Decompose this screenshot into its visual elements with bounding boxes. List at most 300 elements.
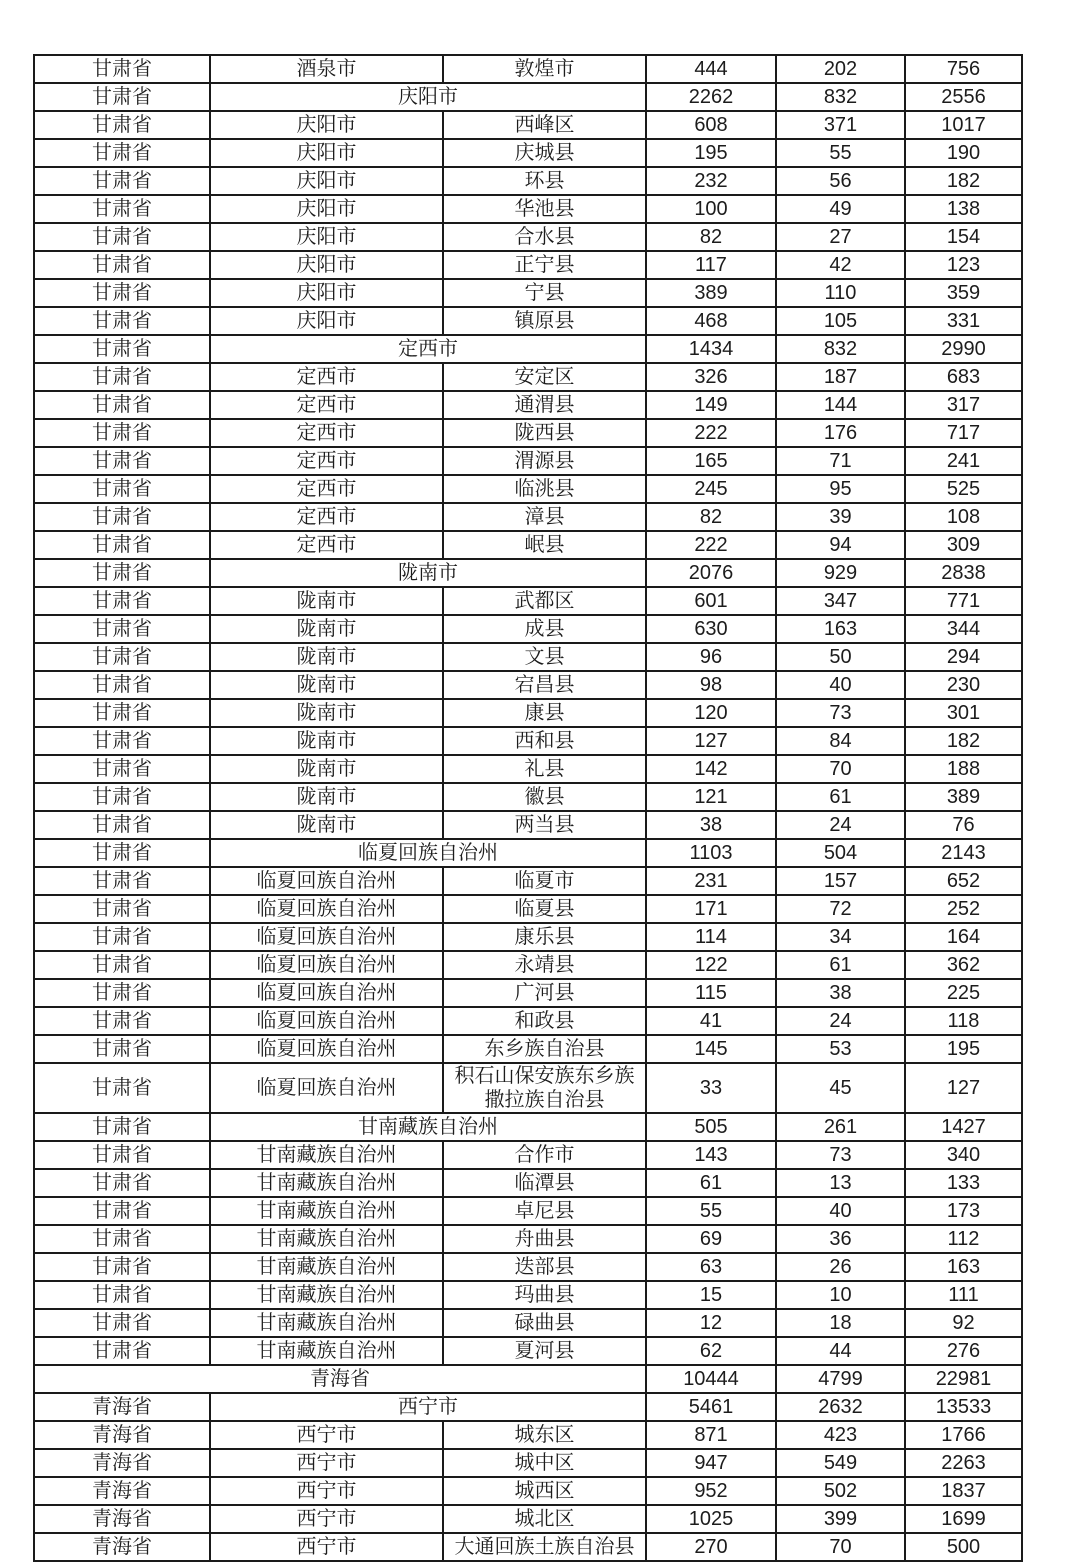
table-cell: 1427 — [905, 1113, 1022, 1141]
table-row — [34, 1393, 1022, 1421]
table-cell: 甘肃省 — [34, 1007, 210, 1035]
table-cell: 甘肃省 — [34, 1113, 210, 1141]
table-cell: 临夏回族自治州 — [210, 951, 443, 979]
table-cell: 326 — [646, 363, 776, 391]
table-cell: 18 — [776, 1309, 905, 1337]
table-cell: 甘南藏族自治州 — [210, 1113, 646, 1141]
table-cell: 庆阳市 — [210, 83, 646, 111]
table-cell: 359 — [905, 279, 1022, 307]
table-cell: 1766 — [905, 1421, 1022, 1449]
table-cell: 永靖县 — [443, 951, 646, 979]
table-row — [34, 1141, 1022, 1169]
table-cell: 甘肃省 — [34, 1063, 210, 1113]
table-row — [34, 391, 1022, 419]
table-cell: 甘南藏族自治州 — [210, 1141, 443, 1169]
table-cell: 371 — [776, 111, 905, 139]
table-cell: 138 — [905, 195, 1022, 223]
table-cell: 临夏回族自治州 — [210, 1007, 443, 1035]
table-cell: 110 — [776, 279, 905, 307]
table-cell: 宁县 — [443, 279, 646, 307]
table-cell: 444 — [646, 55, 776, 83]
table-row — [34, 1281, 1022, 1309]
table-cell: 西和县 — [443, 727, 646, 755]
table-cell: 庆阳市 — [210, 251, 443, 279]
table-cell: 甘南藏族自治州 — [210, 1337, 443, 1365]
table-cell: 163 — [776, 615, 905, 643]
table-cell: 甘肃省 — [34, 839, 210, 867]
table-cell: 徽县 — [443, 783, 646, 811]
table-cell: 西宁市 — [210, 1393, 646, 1421]
table-row — [34, 55, 1022, 83]
table-cell: 广河县 — [443, 979, 646, 1007]
table-cell: 49 — [776, 195, 905, 223]
table-cell: 青海省 — [34, 1505, 210, 1533]
table-cell: 甘肃省 — [34, 83, 210, 111]
table-row — [34, 1365, 1022, 1393]
table-cell: 122 — [646, 951, 776, 979]
table-row — [34, 307, 1022, 335]
table-cell: 1699 — [905, 1505, 1022, 1533]
table-row — [34, 419, 1022, 447]
table-cell: 陇西县 — [443, 419, 646, 447]
table-body — [34, 55, 1022, 1561]
table-row — [34, 951, 1022, 979]
table-cell: 庆阳市 — [210, 139, 443, 167]
table-cell: 甘肃省 — [34, 223, 210, 251]
table-cell: 西峰区 — [443, 111, 646, 139]
table-cell: 245 — [646, 475, 776, 503]
table-cell: 163 — [905, 1253, 1022, 1281]
table-cell: 188 — [905, 755, 1022, 783]
table-cell: 舟曲县 — [443, 1225, 646, 1253]
table-cell: 187 — [776, 363, 905, 391]
table-row — [34, 1533, 1022, 1561]
table-cell: 临潭县 — [443, 1169, 646, 1197]
table-row — [34, 335, 1022, 363]
table-cell: 陇南市 — [210, 615, 443, 643]
table-cell: 601 — [646, 587, 776, 615]
table-cell: 正宁县 — [443, 251, 646, 279]
table-row — [34, 83, 1022, 111]
table-cell: 环县 — [443, 167, 646, 195]
table-cell: 甘肃省 — [34, 895, 210, 923]
table-cell: 95 — [776, 475, 905, 503]
table-cell: 定西市 — [210, 475, 443, 503]
table-cell: 127 — [905, 1063, 1022, 1113]
table-cell: 70 — [776, 1533, 905, 1561]
table-cell: 40 — [776, 671, 905, 699]
table-cell: 甘肃省 — [34, 195, 210, 223]
table-cell: 甘肃省 — [34, 923, 210, 951]
table-cell: 庆阳市 — [210, 279, 443, 307]
table-cell: 临夏回族自治州 — [210, 979, 443, 1007]
table-cell: 118 — [905, 1007, 1022, 1035]
table-cell: 1017 — [905, 111, 1022, 139]
table-cell: 甘肃省 — [34, 615, 210, 643]
table-cell: 549 — [776, 1449, 905, 1477]
table-cell: 164 — [905, 923, 1022, 951]
table-cell: 309 — [905, 531, 1022, 559]
table-cell: 敦煌市 — [443, 55, 646, 83]
table-cell: 117 — [646, 251, 776, 279]
table-row — [34, 1337, 1022, 1365]
table-cell: 武都区 — [443, 587, 646, 615]
table-row — [34, 755, 1022, 783]
table-row — [34, 643, 1022, 671]
table-cell: 252 — [905, 895, 1022, 923]
table-cell: 608 — [646, 111, 776, 139]
table-row — [34, 1309, 1022, 1337]
table-row — [34, 167, 1022, 195]
table-cell: 182 — [905, 167, 1022, 195]
table-cell: 929 — [776, 559, 905, 587]
table-cell: 甘肃省 — [34, 1337, 210, 1365]
table-row — [34, 867, 1022, 895]
table-cell: 陇南市 — [210, 587, 443, 615]
table-cell: 甘肃省 — [34, 755, 210, 783]
table-cell: 61 — [776, 783, 905, 811]
table-cell: 青海省 — [34, 1393, 210, 1421]
table-cell: 2143 — [905, 839, 1022, 867]
table-cell: 青海省 — [34, 1533, 210, 1561]
table-cell: 502 — [776, 1477, 905, 1505]
table-row — [34, 811, 1022, 839]
table-cell: 两当县 — [443, 811, 646, 839]
table-cell: 庆阳市 — [210, 195, 443, 223]
table-cell: 城西区 — [443, 1477, 646, 1505]
table-cell: 10 — [776, 1281, 905, 1309]
table-cell: 甘肃省 — [34, 1225, 210, 1253]
table-row — [34, 1253, 1022, 1281]
table-cell: 甘肃省 — [34, 531, 210, 559]
table-cell: 756 — [905, 55, 1022, 83]
table-cell: 甘肃省 — [34, 1309, 210, 1337]
table-cell: 44 — [776, 1337, 905, 1365]
table-cell: 38 — [646, 811, 776, 839]
table-row — [34, 1113, 1022, 1141]
table-cell: 947 — [646, 1449, 776, 1477]
table-cell: 合水县 — [443, 223, 646, 251]
table-cell: 26 — [776, 1253, 905, 1281]
table-cell: 38 — [776, 979, 905, 1007]
table-cell: 通渭县 — [443, 391, 646, 419]
table-cell: 陇南市 — [210, 755, 443, 783]
table-cell: 安定区 — [443, 363, 646, 391]
table-row — [34, 475, 1022, 503]
table-cell: 甘肃省 — [34, 111, 210, 139]
table-cell: 临夏回族自治州 — [210, 839, 646, 867]
table-cell: 临洮县 — [443, 475, 646, 503]
table-cell: 69 — [646, 1225, 776, 1253]
table-row — [34, 223, 1022, 251]
table-row — [34, 1225, 1022, 1253]
table-cell: 陇南市 — [210, 699, 443, 727]
region-statistics-table — [33, 54, 1023, 1562]
table-cell: 241 — [905, 447, 1022, 475]
table-cell: 甘肃省 — [34, 335, 210, 363]
table-cell: 173 — [905, 1197, 1022, 1225]
table-cell: 成县 — [443, 615, 646, 643]
table-cell: 甘肃省 — [34, 55, 210, 83]
table-cell: 62 — [646, 1337, 776, 1365]
table-cell: 文县 — [443, 643, 646, 671]
table-cell: 652 — [905, 867, 1022, 895]
table-cell: 232 — [646, 167, 776, 195]
table-cell: 甘肃省 — [34, 867, 210, 895]
table-cell: 230 — [905, 671, 1022, 699]
table-cell: 55 — [646, 1197, 776, 1225]
table-cell: 青海省 — [34, 1421, 210, 1449]
table-cell: 临夏回族自治州 — [210, 1035, 443, 1063]
table-cell: 952 — [646, 1477, 776, 1505]
table-cell: 55 — [776, 139, 905, 167]
table-cell: 康县 — [443, 699, 646, 727]
table-row — [34, 531, 1022, 559]
table-cell: 甘肃省 — [34, 1281, 210, 1309]
table-cell: 陇南市 — [210, 811, 443, 839]
table-cell: 1025 — [646, 1505, 776, 1533]
table-cell: 24 — [776, 1007, 905, 1035]
table-cell: 2632 — [776, 1393, 905, 1421]
table-cell: 甘肃省 — [34, 699, 210, 727]
table-cell: 195 — [905, 1035, 1022, 1063]
table-cell: 临夏回族自治州 — [210, 895, 443, 923]
table-cell: 73 — [776, 1141, 905, 1169]
table-cell: 222 — [646, 419, 776, 447]
table-row — [34, 139, 1022, 167]
table-cell: 甘肃省 — [34, 503, 210, 531]
table-cell: 45 — [776, 1063, 905, 1113]
table-cell: 4799 — [776, 1365, 905, 1393]
table-cell: 317 — [905, 391, 1022, 419]
table-cell: 2990 — [905, 335, 1022, 363]
table-cell: 甘肃省 — [34, 1169, 210, 1197]
table-cell: 176 — [776, 419, 905, 447]
table-cell: 2556 — [905, 83, 1022, 111]
table-cell: 261 — [776, 1113, 905, 1141]
table-cell: 94 — [776, 531, 905, 559]
table-row — [34, 279, 1022, 307]
table-cell: 甘肃省 — [34, 951, 210, 979]
table-row — [34, 839, 1022, 867]
table-cell: 40 — [776, 1197, 905, 1225]
table-cell: 143 — [646, 1141, 776, 1169]
table-row — [34, 1063, 1022, 1113]
table-cell: 康乐县 — [443, 923, 646, 951]
table-cell: 华池县 — [443, 195, 646, 223]
table-row — [34, 1007, 1022, 1035]
table-cell: 24 — [776, 811, 905, 839]
table-cell: 13533 — [905, 1393, 1022, 1421]
table-cell: 漳县 — [443, 503, 646, 531]
table-cell: 41 — [646, 1007, 776, 1035]
table-row — [34, 1035, 1022, 1063]
table-cell: 甘肃省 — [34, 391, 210, 419]
table-row — [34, 251, 1022, 279]
table-row — [34, 587, 1022, 615]
table-cell: 甘肃省 — [34, 671, 210, 699]
table-cell: 347 — [776, 587, 905, 615]
table-cell: 399 — [776, 1505, 905, 1533]
table-cell: 36 — [776, 1225, 905, 1253]
table-cell: 56 — [776, 167, 905, 195]
table-cell: 和政县 — [443, 1007, 646, 1035]
table-cell: 1103 — [646, 839, 776, 867]
table-cell: 331 — [905, 307, 1022, 335]
table-cell: 甘南藏族自治州 — [210, 1253, 443, 1281]
table-cell: 468 — [646, 307, 776, 335]
table-cell: 甘肃省 — [34, 1197, 210, 1225]
table-cell: 定西市 — [210, 363, 443, 391]
table-cell: 832 — [776, 335, 905, 363]
table-cell: 717 — [905, 419, 1022, 447]
table-cell: 105 — [776, 307, 905, 335]
table-cell: 13 — [776, 1169, 905, 1197]
table-cell: 陇南市 — [210, 671, 443, 699]
table-cell: 120 — [646, 699, 776, 727]
table-row — [34, 1505, 1022, 1533]
table-cell: 2076 — [646, 559, 776, 587]
table-cell: 142 — [646, 755, 776, 783]
table-cell: 甘肃省 — [34, 139, 210, 167]
table-cell: 甘肃省 — [34, 167, 210, 195]
table-cell: 133 — [905, 1169, 1022, 1197]
table-cell: 青海省 — [34, 1365, 646, 1393]
table-cell: 甘肃省 — [34, 1141, 210, 1169]
table-cell: 城东区 — [443, 1421, 646, 1449]
table-cell: 青海省 — [34, 1449, 210, 1477]
table-cell: 108 — [905, 503, 1022, 531]
table-cell: 临夏回族自治州 — [210, 867, 443, 895]
table-row — [34, 111, 1022, 139]
table-cell: 33 — [646, 1063, 776, 1113]
table-cell: 甘南藏族自治州 — [210, 1309, 443, 1337]
table-cell: 225 — [905, 979, 1022, 1007]
table-row — [34, 195, 1022, 223]
table-cell: 大通回族土族自治县 — [443, 1533, 646, 1561]
table-cell: 合作市 — [443, 1141, 646, 1169]
table-cell: 甘肃省 — [34, 979, 210, 1007]
table-cell: 504 — [776, 839, 905, 867]
table-cell: 871 — [646, 1421, 776, 1449]
table-cell: 甘肃省 — [34, 475, 210, 503]
table-cell: 10444 — [646, 1365, 776, 1393]
table-cell: 2262 — [646, 83, 776, 111]
table-cell: 231 — [646, 867, 776, 895]
table-cell: 34 — [776, 923, 905, 951]
table-cell: 定西市 — [210, 503, 443, 531]
table-cell: 276 — [905, 1337, 1022, 1365]
table-cell: 12 — [646, 1309, 776, 1337]
table-cell: 42 — [776, 251, 905, 279]
table-cell: 甘肃省 — [34, 643, 210, 671]
table-cell: 127 — [646, 727, 776, 755]
table-cell: 甘肃省 — [34, 587, 210, 615]
table-cell: 西宁市 — [210, 1477, 443, 1505]
table-cell: 甘肃省 — [34, 363, 210, 391]
table-cell: 112 — [905, 1225, 1022, 1253]
table-row — [34, 1421, 1022, 1449]
table-cell: 甘肃省 — [34, 279, 210, 307]
table-cell: 63 — [646, 1253, 776, 1281]
table-cell: 301 — [905, 699, 1022, 727]
table-cell: 505 — [646, 1113, 776, 1141]
table-cell: 39 — [776, 503, 905, 531]
table-cell: 卓尼县 — [443, 1197, 646, 1225]
table-cell: 82 — [646, 503, 776, 531]
table-cell: 庆阳市 — [210, 223, 443, 251]
table-cell: 城北区 — [443, 1505, 646, 1533]
table-cell: 陇南市 — [210, 643, 443, 671]
table-cell: 500 — [905, 1533, 1022, 1561]
table-cell: 61 — [646, 1169, 776, 1197]
table-cell: 临夏县 — [443, 895, 646, 923]
table-cell: 陇南市 — [210, 559, 646, 587]
table-cell: 1837 — [905, 1477, 1022, 1505]
table-cell: 西宁市 — [210, 1505, 443, 1533]
table-row — [34, 979, 1022, 1007]
table-cell: 甘肃省 — [34, 1035, 210, 1063]
table-cell: 礼县 — [443, 755, 646, 783]
table-cell: 294 — [905, 643, 1022, 671]
table-cell: 酒泉市 — [210, 55, 443, 83]
table-cell: 甘肃省 — [34, 783, 210, 811]
table-cell: 362 — [905, 951, 1022, 979]
table-cell: 陇南市 — [210, 783, 443, 811]
table-cell: 84 — [776, 727, 905, 755]
table-cell: 定西市 — [210, 335, 646, 363]
table-cell: 182 — [905, 727, 1022, 755]
table-cell: 92 — [905, 1309, 1022, 1337]
table-row — [34, 447, 1022, 475]
table-cell: 西宁市 — [210, 1449, 443, 1477]
table-cell: 甘肃省 — [34, 727, 210, 755]
table-cell: 344 — [905, 615, 1022, 643]
table-cell: 临夏回族自治州 — [210, 1063, 443, 1113]
table-cell: 114 — [646, 923, 776, 951]
table-cell: 定西市 — [210, 531, 443, 559]
table-cell: 西宁市 — [210, 1533, 443, 1561]
table-cell: 73 — [776, 699, 905, 727]
table-cell: 甘肃省 — [34, 1253, 210, 1281]
table-cell: 202 — [776, 55, 905, 83]
table-row — [34, 1449, 1022, 1477]
table-row — [34, 503, 1022, 531]
table-cell: 61 — [776, 951, 905, 979]
table-cell: 389 — [646, 279, 776, 307]
table-cell: 76 — [905, 811, 1022, 839]
table-cell: 甘肃省 — [34, 251, 210, 279]
table-cell: 50 — [776, 643, 905, 671]
table-cell: 2263 — [905, 1449, 1022, 1477]
table-cell: 甘南藏族自治州 — [210, 1169, 443, 1197]
table-cell: 123 — [905, 251, 1022, 279]
table-cell: 东乡族自治县 — [443, 1035, 646, 1063]
table-cell: 165 — [646, 447, 776, 475]
table-cell: 171 — [646, 895, 776, 923]
table-cell: 镇原县 — [443, 307, 646, 335]
table-cell: 甘肃省 — [34, 559, 210, 587]
table-cell: 甘肃省 — [34, 447, 210, 475]
table-cell: 98 — [646, 671, 776, 699]
table-cell: 庆阳市 — [210, 307, 443, 335]
table-cell: 121 — [646, 783, 776, 811]
table-cell: 庆阳市 — [210, 111, 443, 139]
table-cell: 771 — [905, 587, 1022, 615]
table-cell: 82 — [646, 223, 776, 251]
table-cell: 夏河县 — [443, 1337, 646, 1365]
table-row — [34, 727, 1022, 755]
